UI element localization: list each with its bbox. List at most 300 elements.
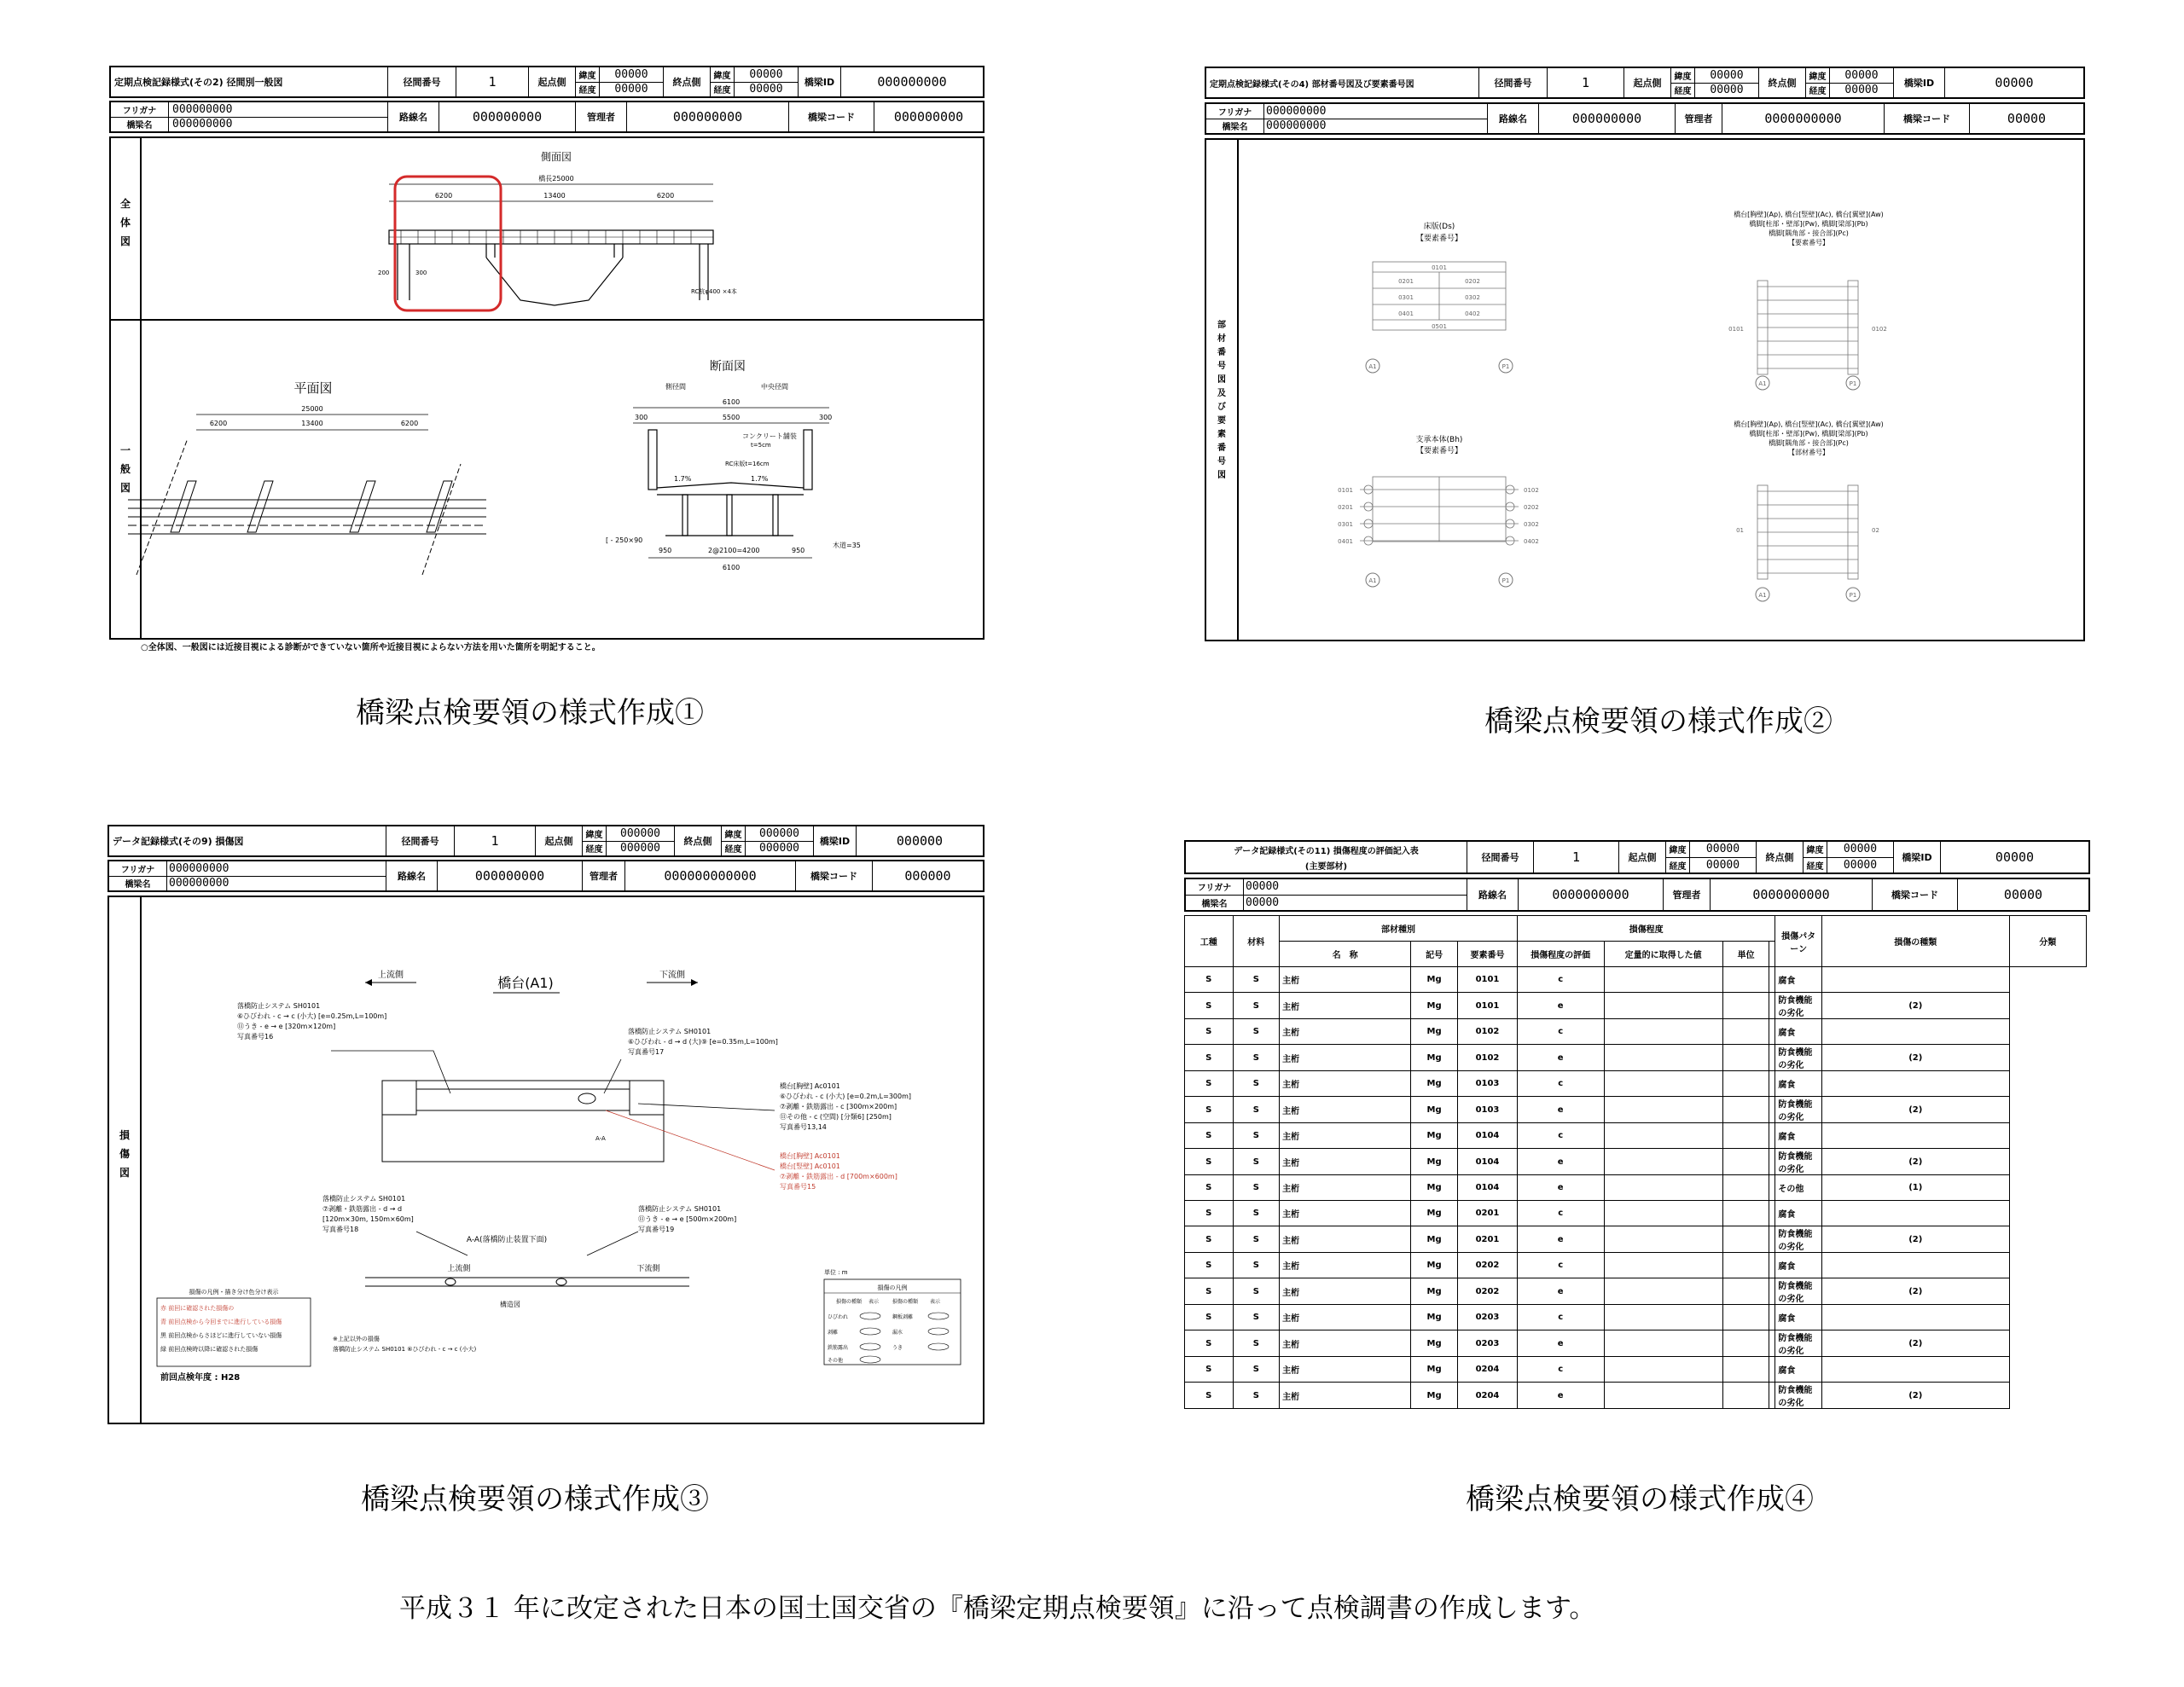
table-cell: 主桁 <box>1280 1305 1411 1330</box>
svg-text:5500: 5500 <box>722 414 741 421</box>
table-cell <box>1604 1149 1722 1175</box>
svg-text:[ - 250×90: [ - 250×90 <box>606 536 643 544</box>
form1-bridge-id-value: 000000000 <box>877 74 947 90</box>
table-cell: (2) <box>1821 1383 2009 1409</box>
table-cell <box>1722 1097 1769 1123</box>
table-cell <box>1769 1045 1775 1071</box>
svg-text:下流側: 下流側 <box>659 971 685 980</box>
table-cell: 腐食 <box>1775 1071 1822 1097</box>
svg-text:P1: P1 <box>1849 592 1857 599</box>
table-cell: (2) <box>1821 1278 2009 1305</box>
table-cell: 0101 <box>1458 967 1518 993</box>
table-cell: Mg <box>1411 1253 1458 1278</box>
table-cell: c <box>1517 967 1604 993</box>
table-cell: その他 <box>1775 1175 1822 1201</box>
svg-text:橋脚[柱部・壁部](Pw), 橋脚[梁部](Pb): 橋脚[柱部・壁部](Pw), 橋脚[梁部](Pb) <box>1749 430 1868 438</box>
table-cell <box>1604 1226 1722 1253</box>
svg-text:01: 01 <box>1736 527 1744 534</box>
svg-text:⑪うき - e → e [500m×200m]: ⑪うき - e → e [500m×200m] <box>638 1215 737 1223</box>
table-cell <box>1722 1226 1769 1253</box>
table-cell <box>1604 1097 1722 1123</box>
svg-text:6100: 6100 <box>722 564 741 571</box>
table-cell <box>1722 1175 1769 1201</box>
svg-text:落橋防止システム SH0101: 落橋防止システム SH0101 <box>638 1205 722 1213</box>
table-cell: 0103 <box>1458 1071 1518 1097</box>
table-cell: S <box>1185 1097 1234 1123</box>
svg-text:橋台[胸壁] Ac0101: 橋台[胸壁] Ac0101 <box>780 1082 840 1090</box>
table-cell: 主桁 <box>1280 1175 1411 1201</box>
svg-text:下流側: 下流側 <box>636 1265 660 1273</box>
table-cell: 主桁 <box>1280 1123 1411 1149</box>
table-cell: 主桁 <box>1280 993 1411 1019</box>
table-cell <box>1769 1253 1775 1278</box>
plan-title: 平面図 <box>293 380 333 396</box>
form4-header-row2: フリガナ 橋梁名 00000 00000 路線名 0000000000 管理者 0000000000 橋梁コード 00000 <box>1184 878 2090 912</box>
svg-text:損傷の種類: 損傷の種類 <box>836 1299 863 1305</box>
svg-text:300: 300 <box>635 414 648 421</box>
table-cell <box>1821 1123 2009 1149</box>
svg-text:⑦剥離・鉄筋露出 - d [700m×600m]: ⑦剥離・鉄筋露出 - d [700m×600m] <box>780 1173 897 1180</box>
table-cell: (2) <box>1821 1045 2009 1071</box>
table-cell <box>1604 1175 1722 1201</box>
table-cell <box>1769 1175 1775 1201</box>
table-cell: 主桁 <box>1280 1253 1411 1278</box>
table-cell <box>1769 993 1775 1019</box>
svg-text:落橋防止システム SH0101: 落橋防止システム SH0101 <box>237 1002 321 1010</box>
svg-text:剥離: 剥離 <box>828 1330 839 1336</box>
form1-span-label: 径間番号 <box>388 67 456 96</box>
svg-text:橋台[胸壁](Ap), 橋台[竪壁](Ac), 橋台[翼壁]: 橋台[胸壁](Ap), 橋台[竪壁](Ac), 橋台[翼壁](Aw) <box>1734 420 1884 428</box>
form1-start-coords: 00000 00000 <box>600 67 664 96</box>
form2-body <box>1205 138 2085 641</box>
form3-side-label: 損 傷 図 <box>119 1129 130 1179</box>
table-cell: (2) <box>1821 1149 2009 1175</box>
table-cell: 0104 <box>1458 1175 1518 1201</box>
form1-header-row1 <box>109 66 985 98</box>
form2-side-label: 部 材 番 号 図 及 び 要 素 番 号 図 <box>1217 321 1226 480</box>
svg-text:2@2100=4200: 2@2100=4200 <box>708 547 760 554</box>
table-cell <box>1769 1201 1775 1226</box>
table-cell <box>1769 1019 1775 1045</box>
table-cell <box>1722 1383 1769 1409</box>
table-cell: 防食機能の劣化 <box>1775 1045 1822 1071</box>
form2-title: 定期点検記録様式(その4) 部材番号図及び要素番号図 <box>1206 68 1479 97</box>
table-cell: S <box>1233 1071 1280 1097</box>
form1-admin-label: 管理者 <box>576 102 627 131</box>
svg-text:0301: 0301 <box>1398 294 1414 301</box>
table-cell <box>1722 1045 1769 1071</box>
table-cell <box>1604 993 1722 1019</box>
table-cell: S <box>1185 1357 1234 1383</box>
table-cell <box>1604 1045 1722 1071</box>
table-cell <box>1722 1357 1769 1383</box>
table-cell: S <box>1233 1305 1280 1330</box>
svg-text:橋台[竪壁] Ac0101: 橋台[竪壁] Ac0101 <box>780 1162 840 1170</box>
table-cell <box>1821 1253 2009 1278</box>
form1-code-label: 橋梁コード <box>789 102 874 131</box>
table-cell: 腐食 <box>1775 1201 1822 1226</box>
table-cell <box>1769 1071 1775 1097</box>
svg-text:⑥ひびわれ - c → c (小大) [e=0.25m,L=: ⑥ひびわれ - c → c (小大) [e=0.25m,L=100m] <box>237 1012 387 1020</box>
table-cell: S <box>1233 1278 1280 1305</box>
svg-text:床版(Ds): 床版(Ds) <box>1423 223 1455 231</box>
table-row <box>1185 993 2087 1019</box>
table-cell: 0202 <box>1458 1278 1518 1305</box>
table-cell: 腐食 <box>1775 1357 1822 1383</box>
damage-drawing <box>109 897 983 1423</box>
svg-text:橋長25000: 橋長25000 <box>538 175 574 183</box>
table-cell: c <box>1517 1305 1604 1330</box>
table-cell: Mg <box>1411 1175 1458 1201</box>
table-cell: 0201 <box>1458 1226 1518 1253</box>
svg-text:黒 前回点検からさほどに進行していない損傷: 黒 前回点検からさほどに進行していない損傷 <box>160 1332 282 1339</box>
table-cell <box>1604 1019 1722 1045</box>
table-cell: S <box>1185 993 1234 1019</box>
table-row <box>1185 1305 2087 1330</box>
svg-text:A-A(落橋防止装置下面): A-A(落橋防止装置下面) <box>466 1236 548 1244</box>
drawing-title: 橋台(A1) <box>497 975 554 991</box>
svg-text:0102: 0102 <box>1524 487 1539 494</box>
table-cell: 0202 <box>1458 1253 1518 1278</box>
svg-text:0202: 0202 <box>1524 504 1539 511</box>
svg-text:1.7%: 1.7% <box>674 475 692 483</box>
table-cell <box>1769 1383 1775 1409</box>
svg-text:0102: 0102 <box>1872 326 1887 333</box>
svg-text:⑪その他 - c (空間) [分類6] [250m]: ⑪その他 - c (空間) [分類6] [250m] <box>780 1113 892 1121</box>
side-view-title: 側面図 <box>540 151 572 163</box>
svg-text:漏水: 漏水 <box>892 1330 903 1336</box>
svg-text:t=5cm: t=5cm <box>751 442 771 449</box>
form1-code-value: 000000000 <box>893 109 964 125</box>
svg-text:RC杭φ400 ×4本: RC杭φ400 ×4本 <box>691 288 737 295</box>
table-cell <box>1722 1330 1769 1357</box>
table-cell: 0203 <box>1458 1305 1518 1330</box>
table-cell: e <box>1517 1278 1604 1305</box>
svg-text:0302: 0302 <box>1524 521 1539 528</box>
table-cell: Mg <box>1411 993 1458 1019</box>
table-cell: 防食機能の劣化 <box>1775 993 1822 1019</box>
svg-text:コンクリート舗装: コンクリート舗装 <box>742 432 797 440</box>
table-cell: (1) <box>1821 1175 2009 1201</box>
form1-start-label: 起点側 <box>529 67 576 96</box>
table-cell: 0104 <box>1458 1149 1518 1175</box>
svg-text:その他: その他 <box>828 1358 844 1364</box>
table-cell: Mg <box>1411 1383 1458 1409</box>
table-cell <box>1604 1305 1722 1330</box>
table-cell: S <box>1185 1123 1234 1149</box>
svg-text:300: 300 <box>819 414 833 421</box>
table-cell: 防食機能の劣化 <box>1775 1330 1822 1357</box>
table-cell: 防食機能の劣化 <box>1775 1226 1822 1253</box>
svg-text:【要素番号】: 【要素番号】 <box>1415 235 1463 243</box>
table-cell: 主桁 <box>1280 1019 1411 1045</box>
table-cell <box>1769 1149 1775 1175</box>
svg-text:A1: A1 <box>1368 577 1377 584</box>
table-cell: 0102 <box>1458 1019 1518 1045</box>
svg-text:⑦剥離・鉄筋露出 - d → d: ⑦剥離・鉄筋露出 - d → d <box>322 1205 403 1213</box>
svg-text:6100: 6100 <box>722 398 741 406</box>
form1-body <box>109 136 985 640</box>
form1-end-latlon-labels: 緯度 経度 <box>711 67 735 96</box>
table-cell: 0102 <box>1458 1045 1518 1071</box>
table-cell: (2) <box>1821 1226 2009 1253</box>
table-cell: S <box>1233 1045 1280 1071</box>
svg-text:写真番号19: 写真番号19 <box>638 1226 675 1233</box>
table-cell <box>1821 967 2009 993</box>
table-cell <box>1769 1357 1775 1383</box>
table-cell: S <box>1233 967 1280 993</box>
table-row <box>1185 1097 2087 1123</box>
form3-header-row2: フリガナ 橋梁名 000000000 000000000 路線名 000000000 管理者 000000000000 橋梁コード 000000 <box>107 860 985 892</box>
svg-text:橋脚[柱部・壁部](Pw), 橋脚[梁部](Pb): 橋脚[柱部・壁部](Pw), 橋脚[梁部](Pb) <box>1749 220 1868 228</box>
table-cell: S <box>1233 1019 1280 1045</box>
svg-text:0301: 0301 <box>1338 521 1353 528</box>
svg-text:950: 950 <box>792 547 805 554</box>
table-cell <box>1722 967 1769 993</box>
table-cell <box>1722 1149 1769 1175</box>
svg-text:写真番号16: 写真番号16 <box>237 1033 274 1041</box>
svg-text:0501: 0501 <box>1432 323 1447 330</box>
table-cell: 主桁 <box>1280 1357 1411 1383</box>
table-cell <box>1821 1019 2009 1045</box>
table-cell: 主桁 <box>1280 967 1411 993</box>
table-cell <box>1722 1071 1769 1097</box>
table-cell: (2) <box>1821 1330 2009 1357</box>
svg-text:1.7%: 1.7% <box>751 475 769 483</box>
table-cell: 腐食 <box>1775 967 1822 993</box>
table-cell: e <box>1517 993 1604 1019</box>
table-cell <box>1821 1357 2009 1383</box>
table-cell <box>1821 1305 2009 1330</box>
member-number-drawing <box>1206 140 2083 640</box>
table-row <box>1185 1149 2087 1175</box>
table-cell: Mg <box>1411 1045 1458 1071</box>
svg-text:構造図: 構造図 <box>500 1301 520 1308</box>
table-cell <box>1604 1071 1722 1097</box>
svg-text:200: 200 <box>378 270 390 276</box>
table-cell: c <box>1517 1019 1604 1045</box>
svg-text:02: 02 <box>1872 527 1879 534</box>
table-cell: S <box>1233 993 1280 1019</box>
svg-text:前回点検年度 : H28: 前回点検年度 : H28 <box>160 1373 241 1383</box>
svg-text:橋脚[隅角部・接合部](Pc): 橋脚[隅角部・接合部](Pc) <box>1769 439 1849 447</box>
table-cell: Mg <box>1411 1097 1458 1123</box>
svg-text:青 前回点検から今回までに進行している損傷: 青 前回点検から今回までに進行している損傷 <box>160 1319 282 1325</box>
svg-text:0401: 0401 <box>1338 538 1353 545</box>
table-cell <box>1769 1097 1775 1123</box>
svg-text:表示: 表示 <box>930 1299 941 1305</box>
svg-text:【要素番号】: 【要素番号】 <box>1788 239 1829 246</box>
svg-text:0402: 0402 <box>1524 538 1539 545</box>
table-cell <box>1769 1305 1775 1330</box>
table-cell <box>1769 1330 1775 1357</box>
table-cell: S <box>1185 1278 1234 1305</box>
svg-text:0402: 0402 <box>1465 310 1480 317</box>
table-row <box>1185 1201 2087 1226</box>
footer-text: 平成３１ 年に改定された日本の国土国交省の『橋梁定期点検要領』に沿って点検調書の作成します。 <box>399 1593 1596 1624</box>
form2-header-row2: フリガナ 橋梁名 000000000 000000000 路線名 000000000 管理者 0000000000 橋梁コード 00000 <box>1205 102 2085 135</box>
svg-text:A1: A1 <box>1758 380 1767 387</box>
table-cell: 主桁 <box>1280 1071 1411 1097</box>
svg-text:0302: 0302 <box>1465 294 1480 301</box>
table-row <box>1185 1175 2087 1201</box>
table-cell <box>1722 1253 1769 1278</box>
svg-text:側径間: 側径間 <box>665 383 686 391</box>
svg-text:緑 前回点検時以降に確認された損傷: 緑 前回点検時以降に確認された損傷 <box>160 1346 258 1353</box>
table-cell: 主桁 <box>1280 1149 1411 1175</box>
table-cell <box>1769 1278 1775 1305</box>
table-row <box>1185 1330 2087 1357</box>
form1-span-value: 1 <box>456 67 529 96</box>
table-cell: c <box>1517 1253 1604 1278</box>
table-cell <box>1722 1305 1769 1330</box>
svg-text:13400: 13400 <box>543 192 566 200</box>
svg-text:写真番号18: 写真番号18 <box>322 1226 359 1233</box>
table-cell: 0104 <box>1458 1123 1518 1149</box>
table-cell: Mg <box>1411 1278 1458 1305</box>
table-cell <box>1821 1071 2009 1097</box>
form4-title: データ記録様式(その11) 損傷程度の評価記入表 (主要部材) <box>1186 842 1467 872</box>
table-cell: S <box>1233 1226 1280 1253</box>
table-cell: 主桁 <box>1280 1383 1411 1409</box>
table-cell: S <box>1185 1149 1234 1175</box>
table-cell: Mg <box>1411 967 1458 993</box>
svg-text:950: 950 <box>659 547 672 554</box>
table-cell <box>1604 1201 1722 1226</box>
table-cell: c <box>1517 1123 1604 1149</box>
table-cell: S <box>1185 1175 1234 1201</box>
table-cell: Mg <box>1411 1226 1458 1253</box>
table-cell: e <box>1517 1097 1604 1123</box>
svg-text:落橋防止システム SH0101: 落橋防止システム SH0101 <box>628 1028 712 1035</box>
table-cell <box>1604 1278 1722 1305</box>
caption-2: 橋梁点検要領の様式作成② <box>1484 704 1833 739</box>
form1-furigana-labels: フリガナ 橋梁名 <box>111 102 169 131</box>
table-cell: Mg <box>1411 1071 1458 1097</box>
svg-text:損傷の種類: 損傷の種類 <box>892 1299 919 1305</box>
table-row <box>1185 1278 2087 1305</box>
svg-text:木道=35: 木道=35 <box>833 542 861 549</box>
table-cell: 主桁 <box>1280 1097 1411 1123</box>
table-cell: Mg <box>1411 1123 1458 1149</box>
svg-text:⑥ひびわれ - c (小大) [e=0.2m,L=300m]: ⑥ひびわれ - c (小大) [e=0.2m,L=300m] <box>780 1093 912 1100</box>
svg-text:写真番号17: 写真番号17 <box>628 1048 665 1056</box>
form1-side-label-general: 一 般 図 <box>119 444 131 494</box>
table-cell <box>1604 1357 1722 1383</box>
table-cell: 腐食 <box>1775 1305 1822 1330</box>
svg-text:赤 前回に確認された損傷の: 赤 前回に確認された損傷の <box>160 1305 235 1312</box>
svg-text:A1: A1 <box>1758 592 1767 599</box>
table-row <box>1185 1019 2087 1045</box>
table-cell: S <box>1185 1330 1234 1357</box>
svg-text:うき: うき <box>892 1345 903 1351</box>
table-cell: 主桁 <box>1280 1278 1411 1305</box>
table-cell: 腐食 <box>1775 1019 1822 1045</box>
svg-text:ひびわれ: ひびわれ <box>828 1314 849 1320</box>
table-cell <box>1604 1123 1722 1149</box>
svg-text:⑪うき - e → e [320m×120m]: ⑪うき - e → e [320m×120m] <box>237 1023 336 1030</box>
table-cell: 主桁 <box>1280 1045 1411 1071</box>
form1-route-label: 路線名 <box>388 102 439 131</box>
form1-start-latlon-labels: 緯度 経度 <box>576 67 600 96</box>
svg-text:25000: 25000 <box>301 405 323 413</box>
table-cell <box>1769 967 1775 993</box>
form1-title: 定期点検記録様式(その2) 径間別一般図 <box>111 67 388 96</box>
table-cell <box>1722 1201 1769 1226</box>
table-cell: 主桁 <box>1280 1201 1411 1226</box>
caption-1: 橋梁点検要領の様式作成① <box>356 696 704 730</box>
table-cell: c <box>1517 1201 1604 1226</box>
form2-header-row1: 定期点検記録様式(その4) 部材番号図及び要素番号図 径間番号 1 起点側 緯度 経度 00000 00000 終点側 緯度 経度 00000 00000 橋梁ID 00000 <box>1205 67 2085 99</box>
table-cell <box>1769 1123 1775 1149</box>
table-row <box>1185 1045 2087 1071</box>
table-cell <box>1604 967 1722 993</box>
svg-text:0101: 0101 <box>1728 326 1744 333</box>
svg-text:0202: 0202 <box>1465 278 1480 285</box>
table-cell <box>1821 1201 2009 1226</box>
table-cell: S <box>1233 1330 1280 1357</box>
svg-text:6200: 6200 <box>209 420 228 427</box>
side-elevation-drawing <box>111 138 983 319</box>
table-cell: S <box>1185 1383 1234 1409</box>
svg-text:損傷の凡例: 損傷の凡例 <box>877 1284 908 1291</box>
svg-text:A1: A1 <box>1368 363 1377 370</box>
svg-text:6200: 6200 <box>434 192 453 200</box>
table-cell: 0203 <box>1458 1330 1518 1357</box>
table-row <box>1185 1071 2087 1097</box>
table-row <box>1185 1123 2087 1149</box>
table-cell: e <box>1517 1045 1604 1071</box>
table-cell: (2) <box>1821 1097 2009 1123</box>
table-row <box>1185 1357 2087 1383</box>
svg-text:橋台[胸壁](Ap), 橋台[竪壁](Ac), 橋台[翼壁]: 橋台[胸壁](Ap), 橋台[竪壁](Ac), 橋台[翼壁](Aw) <box>1734 211 1884 218</box>
svg-text:損傷の凡例・描き分け色分け表示: 損傷の凡例・描き分け色分け表示 <box>189 1289 279 1296</box>
form1-bridge-id-label: 橋梁ID <box>799 67 841 96</box>
table-cell: S <box>1233 1201 1280 1226</box>
table-cell: (2) <box>1821 993 2009 1019</box>
svg-text:⑥ひびわれ - d → d (大)⑨ [e=0.35m,L=: ⑥ひびわれ - d → d (大)⑨ [e=0.35m,L=100m] <box>628 1038 778 1046</box>
svg-text:支承本体(Bh): 支承本体(Bh) <box>1415 436 1463 444</box>
svg-text:【部材番号】: 【部材番号】 <box>1788 449 1829 456</box>
svg-text:橋台[胸壁] Ac0101: 橋台[胸壁] Ac0101 <box>780 1152 840 1160</box>
svg-text:P1: P1 <box>1502 577 1510 584</box>
table-cell <box>1604 1253 1722 1278</box>
svg-text:RC床版t=16cm: RC床版t=16cm <box>725 461 770 467</box>
form1-route-value: 000000000 <box>439 102 576 131</box>
table-cell: S <box>1185 1305 1234 1330</box>
svg-text:0101: 0101 <box>1432 264 1447 271</box>
table-cell: S <box>1185 1253 1234 1278</box>
svg-text:0201: 0201 <box>1338 504 1353 511</box>
table-cell: Mg <box>1411 1019 1458 1045</box>
damage-evaluation-table: 工種 材料 部材種別 損傷程度 損傷パターン 損傷の種類 分類 名 称 記号 要素番号 損傷程度の評価 定量的に取得した値 単位 S S 主桁 Mg 0101 c 腐食 S S 主桁 Mg 0101 e 防食機能の劣化 (2) S S 主桁 Mg 0102 c 腐食 S S 主桁 Mg 0102 e 防食機能の劣化 (2) S S 主桁 Mg 0103 c 腐食 S S 主桁 Mg 0103 e 防食機能の劣化 (2) S S 主桁 Mg 0104 c 腐食 S S 主桁 Mg 0104 e 防食機能の劣化 (2) S S 主桁 Mg 0104 e その他 (1) S S 主桁 Mg 0201 c 腐食 S S 主桁 Mg 0201 e 防食機能の劣化 (2) S S 主桁 Mg 0202 c 腐食 S S 主桁 Mg 0202 e 防食機能の劣化 (2) S S 主桁 Mg 0203 c 腐食 S S 主桁 Mg 0203 e 防食機能の劣化 (2) S S 主桁 Mg 0204 c 腐食 S S 主桁 Mg 0204 e 防食機能の劣化 (2) <box>1184 915 2087 1409</box>
svg-text:6200: 6200 <box>400 420 419 427</box>
table-cell: S <box>1233 1383 1280 1409</box>
table-cell: 防食機能の劣化 <box>1775 1383 1822 1409</box>
table-cell: 0201 <box>1458 1201 1518 1226</box>
svg-text:※上記以外の損傷: ※上記以外の損傷 <box>333 1336 380 1342</box>
table-cell: S <box>1233 1149 1280 1175</box>
table-cell: 主桁 <box>1280 1330 1411 1357</box>
table-cell: e <box>1517 1149 1604 1175</box>
form3-body <box>107 896 985 1424</box>
table-cell <box>1722 1019 1769 1045</box>
table-cell: c <box>1517 1071 1604 1097</box>
svg-text:13400: 13400 <box>301 420 323 427</box>
form3-title: データ記録様式(その9) 損傷図 <box>109 826 386 855</box>
table-cell: 0101 <box>1458 993 1518 1019</box>
table-cell: S <box>1233 1175 1280 1201</box>
